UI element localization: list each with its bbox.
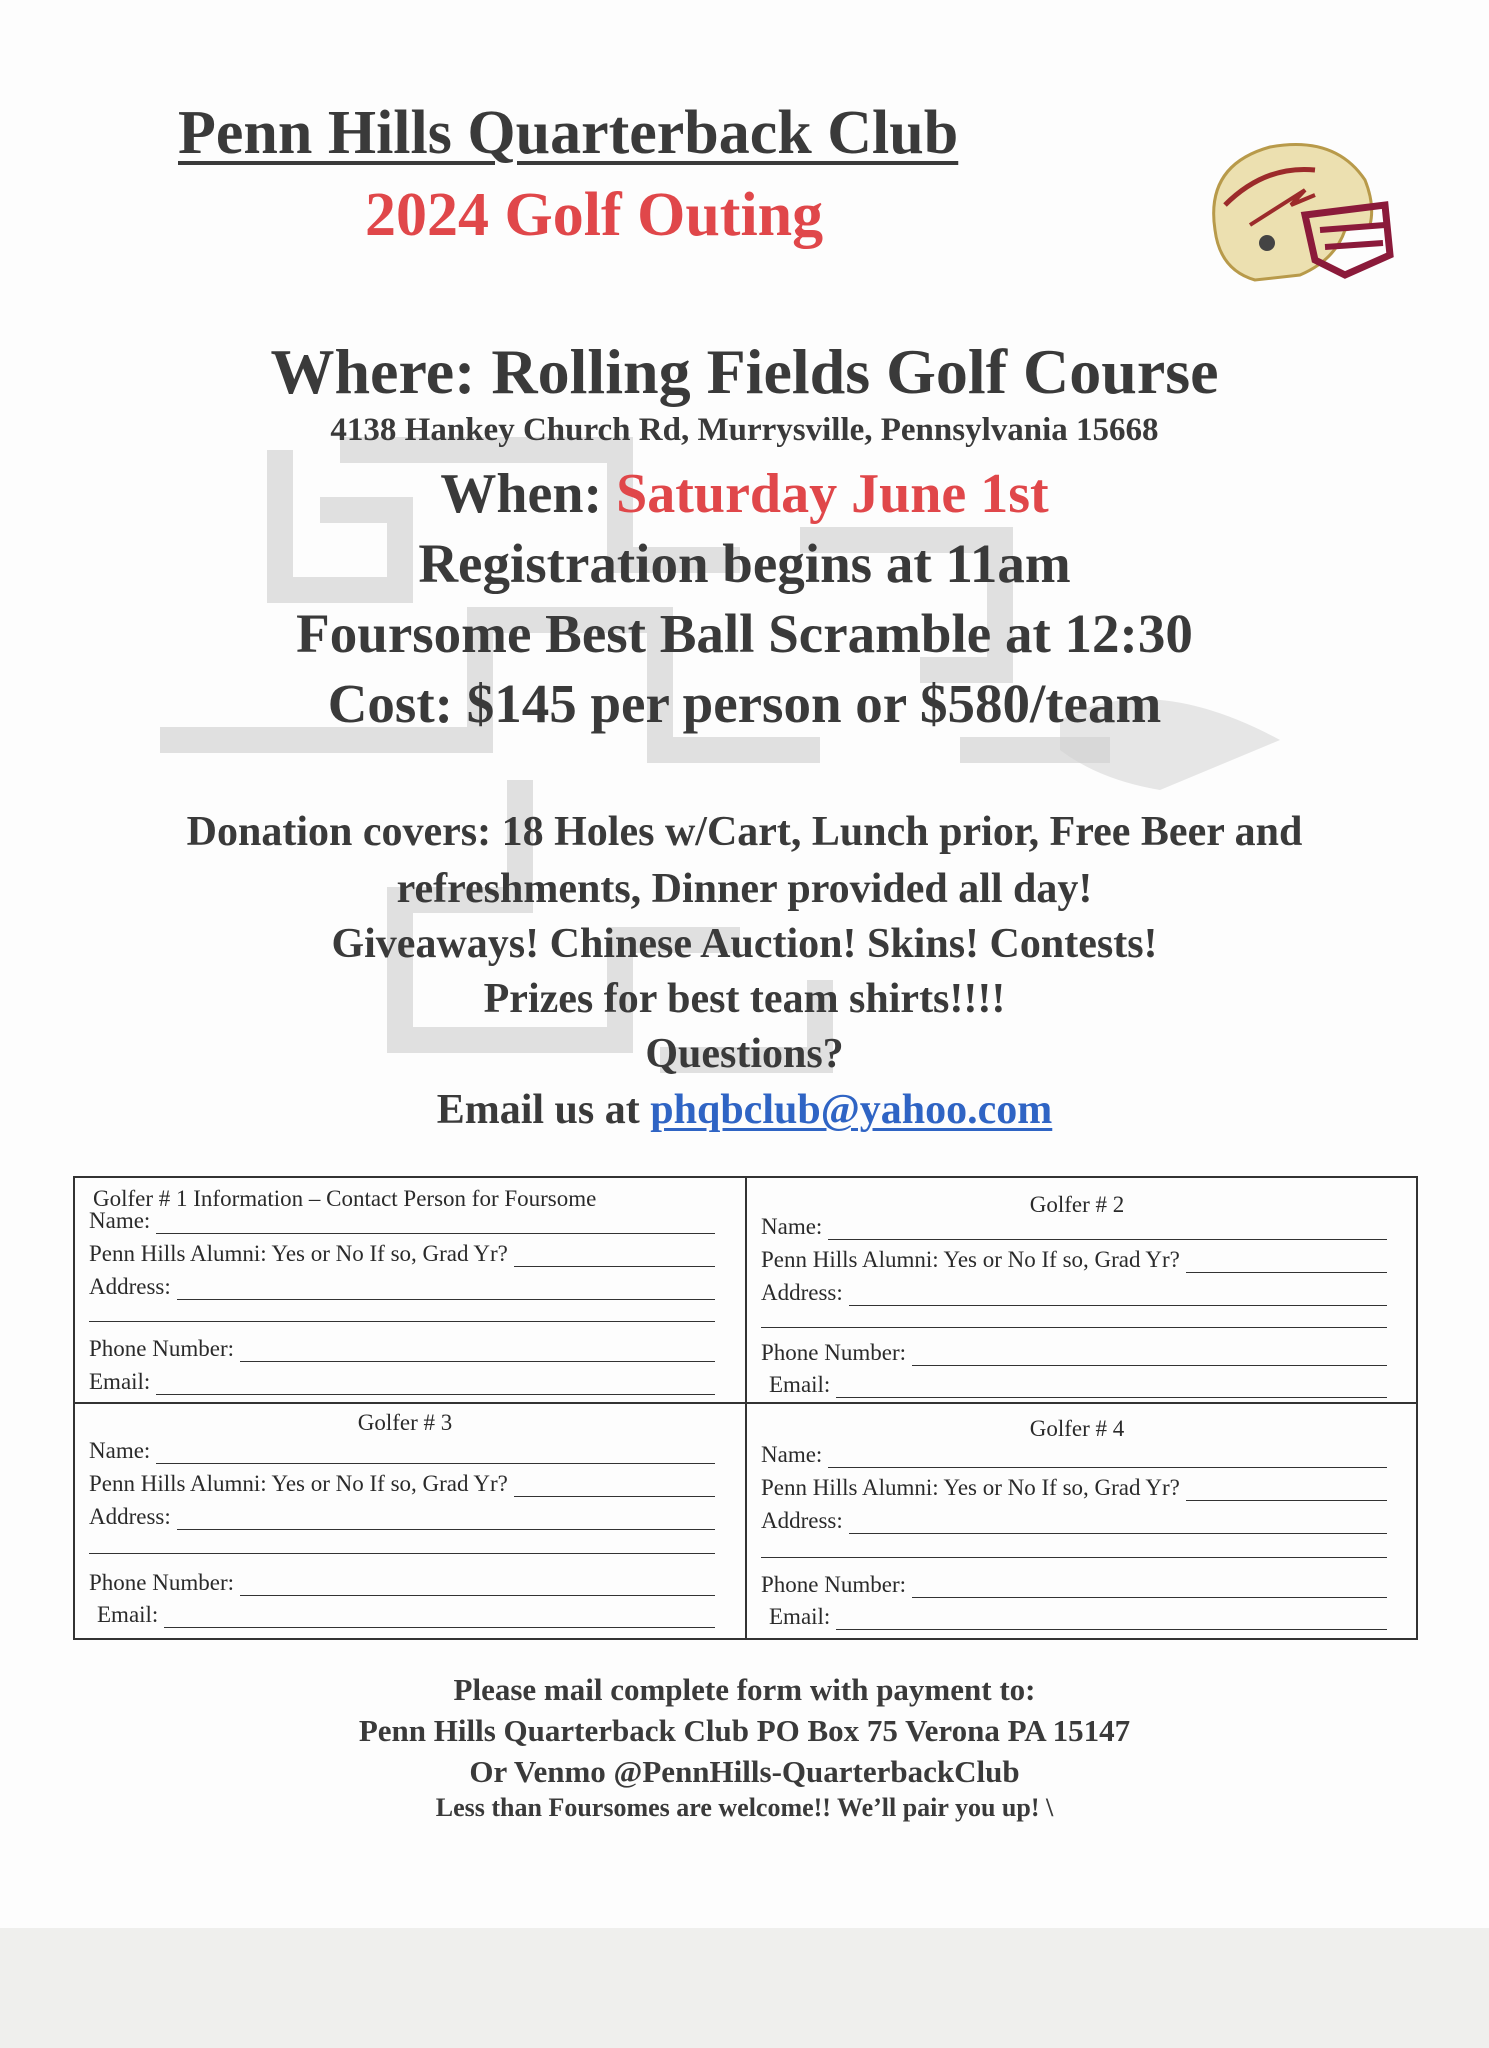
phone-blank[interactable]	[912, 1579, 1387, 1598]
golfer-4-phone-field[interactable]	[761, 1570, 1387, 1598]
event-address: 4138 Hankey Church Rd, Murrysville, Pennsylvania 15668	[330, 412, 1159, 448]
alumni-label: Penn Hills Alumni: Yes or No If so, Grad Yr?	[89, 1241, 508, 1266]
golfer-2-address-line-2[interactable]	[761, 1327, 1387, 1328]
address-label: Address:	[89, 1274, 171, 1299]
page-subtitle: 2024 Golf Outing	[365, 181, 824, 249]
phone-label: Phone Number:	[89, 1570, 235, 1595]
phone-blank[interactable]	[240, 1577, 715, 1596]
email-blank[interactable]	[156, 1376, 715, 1395]
golfer-2-section	[747, 1178, 1407, 1400]
name-blank[interactable]	[828, 1449, 1387, 1468]
golfer-2-email-field[interactable]	[761, 1370, 1387, 1398]
golfer-4-alumni-field[interactable]	[761, 1473, 1387, 1501]
golfer-3-phone-field[interactable]	[89, 1568, 715, 1596]
name-label: Name:	[761, 1442, 823, 1467]
name-blank[interactable]	[156, 1445, 715, 1464]
email-blank[interactable]	[836, 1611, 1387, 1630]
event-date	[0, 462, 1489, 526]
email-link[interactable]: phqbclub@yahoo.com	[650, 1087, 1053, 1133]
golfer-1-email-field[interactable]	[89, 1367, 715, 1395]
alumni-label: Penn Hills Alumni: Yes or No If so, Grad Yr?	[761, 1475, 1180, 1500]
event-date-label: When:	[440, 463, 617, 525]
grad-year-blank[interactable]	[514, 1478, 715, 1497]
alumni-label: Penn Hills Alumni: Yes or No If so, Grad Yr?	[89, 1471, 508, 1496]
email-blank[interactable]	[836, 1379, 1387, 1398]
golfer-4-email-field[interactable]	[761, 1602, 1387, 1630]
email-prefix: Email us at	[436, 1087, 651, 1133]
email-label: Email:	[97, 1602, 159, 1627]
address-blank[interactable]	[177, 1281, 715, 1300]
golfer-3-name-field[interactable]	[89, 1436, 715, 1464]
donation-line-2: refreshments, Dinner provided all day!	[396, 866, 1093, 912]
alumni-label: Penn Hills Alumni: Yes or No If so, Grad Yr?	[761, 1247, 1180, 1272]
address-blank[interactable]	[849, 1287, 1387, 1306]
email-blank[interactable]	[164, 1609, 715, 1628]
golfer-1-heading: Golfer # 1 Information – Contact Person for Foursome	[93, 1186, 597, 1211]
grad-year-blank[interactable]	[1186, 1482, 1387, 1501]
golfer-2-alumni-field[interactable]	[761, 1245, 1387, 1273]
golfer-4-address-line-2[interactable]	[761, 1557, 1387, 1558]
phone-label: Phone Number:	[761, 1572, 907, 1597]
golfer-3-alumni-field[interactable]	[89, 1469, 715, 1497]
name-label: Name:	[89, 1438, 151, 1463]
name-blank[interactable]	[156, 1215, 715, 1234]
golfer-3-address-field[interactable]	[89, 1502, 715, 1530]
golfer-2-heading: Golfer # 2	[1029, 1192, 1125, 1217]
name-label: Name:	[761, 1214, 823, 1239]
address-label: Address:	[761, 1280, 843, 1305]
giveaways-line: Giveaways! Chinese Auction! Skins! Contests!	[331, 921, 1158, 967]
football-helmet-icon	[1195, 135, 1395, 290]
address-blank[interactable]	[849, 1515, 1387, 1534]
donation-line-1: Donation covers: 18 Holes w/Cart, Lunch prior, Free Beer and	[186, 809, 1303, 855]
golfer-1-alumni-field[interactable]	[89, 1239, 715, 1267]
email-label: Email:	[89, 1369, 151, 1394]
golfer-4-section	[747, 1404, 1407, 1629]
event-cost: Cost: $145 per person or $580/team	[327, 673, 1162, 734]
prizes-line: Prizes for best team shirts!!!!	[483, 976, 1006, 1022]
event-date-value: Saturday June 1st	[616, 463, 1049, 525]
address-blank[interactable]	[177, 1511, 715, 1530]
golfer-1-address-field[interactable]	[89, 1272, 715, 1300]
golfer-1-phone-field[interactable]	[89, 1334, 715, 1362]
golfer-2-address-field[interactable]	[761, 1278, 1387, 1306]
golfer-registration-form	[73, 1176, 1418, 1640]
address-label: Address:	[89, 1504, 171, 1529]
golfer-1-address-line-2[interactable]	[89, 1321, 715, 1322]
golfer-4-address-field[interactable]	[761, 1506, 1387, 1534]
golfer-1-name-field[interactable]	[89, 1206, 715, 1234]
golfer-3-section	[75, 1404, 735, 1626]
venmo-line: Or Venmo @PennHills-QuarterbackClub	[469, 1754, 1020, 1789]
phone-blank[interactable]	[240, 1343, 715, 1362]
grad-year-blank[interactable]	[1186, 1254, 1387, 1273]
event-location: Where: Rolling Fields Golf Course	[270, 336, 1219, 407]
email-line	[0, 1086, 1489, 1134]
scan-margin	[0, 1928, 1489, 2048]
questions-line: Questions?	[645, 1031, 844, 1077]
phone-label: Phone Number:	[89, 1336, 235, 1361]
mail-address: Penn Hills Quarterback Club PO Box 75 Verona PA 15147	[358, 1713, 1131, 1748]
email-label: Email:	[769, 1604, 831, 1629]
grad-year-blank[interactable]	[514, 1248, 715, 1267]
registration-time: Registration begins at 11am	[418, 533, 1071, 594]
golfer-1-section	[75, 1178, 735, 1400]
golfer-4-heading: Golfer # 4	[1029, 1416, 1125, 1441]
name-label: Name:	[89, 1208, 151, 1233]
golfer-3-heading: Golfer # 3	[357, 1410, 453, 1435]
golfer-3-email-field[interactable]	[89, 1600, 715, 1628]
golfer-3-address-line-2[interactable]	[89, 1553, 715, 1554]
golfer-2-name-field[interactable]	[761, 1212, 1387, 1240]
scramble-time: Foursome Best Ball Scramble at 12:30	[296, 603, 1193, 664]
email-label: Email:	[769, 1372, 831, 1397]
address-label: Address:	[761, 1508, 843, 1533]
golfer-2-phone-field[interactable]	[761, 1338, 1387, 1366]
page-title: Penn Hills Quarterback Club	[178, 99, 959, 167]
name-blank[interactable]	[828, 1221, 1387, 1240]
golfer-4-name-field[interactable]	[761, 1440, 1387, 1468]
mail-instructions: Please mail complete form with payment to:	[453, 1672, 1036, 1707]
pairing-note: Less than Foursomes are welcome!! We’ll pair you up! \	[435, 1793, 1054, 1822]
phone-blank[interactable]	[912, 1347, 1387, 1366]
phone-label: Phone Number:	[761, 1340, 907, 1365]
